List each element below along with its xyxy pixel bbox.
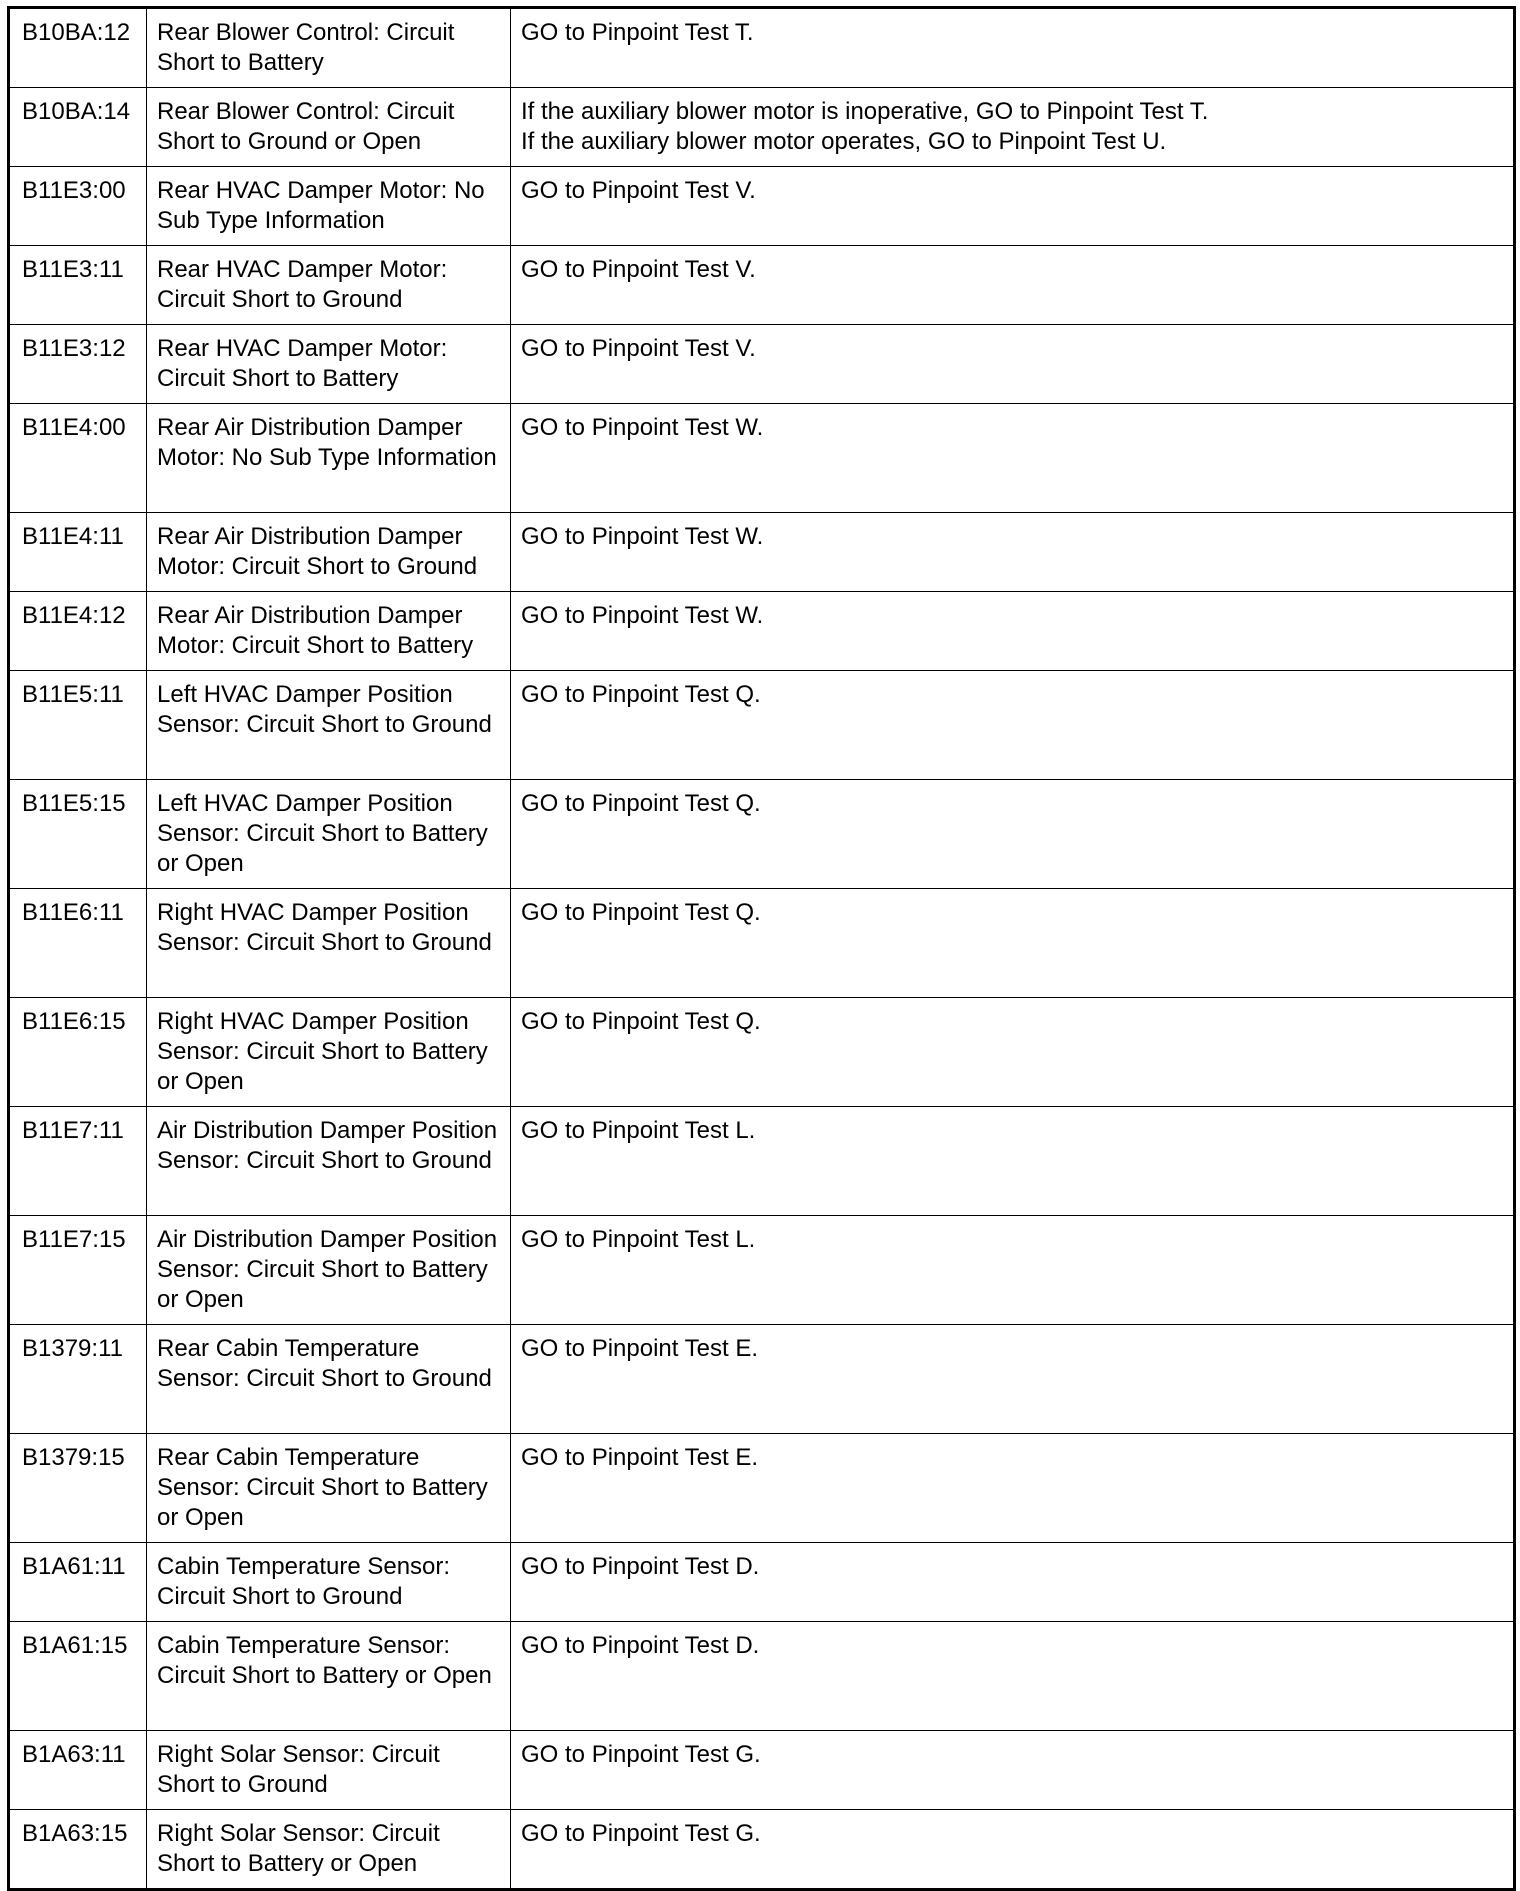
dtc-action xyxy=(511,592,1515,671)
dtc-action xyxy=(511,780,1515,889)
table-row xyxy=(9,1325,1515,1434)
dtc-table xyxy=(7,6,1516,1891)
table-row xyxy=(9,1731,1515,1810)
action-line: If the auxiliary blower motor operates, GO to Pinpoint Test U. xyxy=(521,128,1167,155)
dtc-description: Rear HVAC Damper Motor: Circuit Short to Ground xyxy=(147,246,511,325)
table-row xyxy=(9,998,1515,1107)
dtc-code: B1A63:15 xyxy=(9,1810,147,1890)
dtc-description: Right Solar Sensor: Circuit Short to Ground xyxy=(147,1731,511,1810)
table-row xyxy=(9,404,1515,513)
dtc-code: B11E3:12 xyxy=(9,325,147,404)
table-row xyxy=(9,1622,1515,1731)
action-line: GO to Pinpoint Test E. xyxy=(521,1444,759,1471)
dtc-code: B1A61:11 xyxy=(9,1543,147,1622)
dtc-action xyxy=(511,1107,1515,1216)
dtc-action xyxy=(511,998,1515,1107)
dtc-description: Rear Blower Control: Circuit Short to Ground or Open xyxy=(147,88,511,167)
dtc-description: Left HVAC Damper Position Sensor: Circuit Short to Battery or Open xyxy=(147,780,511,889)
action-line: GO to Pinpoint Test D. xyxy=(521,1632,760,1659)
dtc-code: B11E3:11 xyxy=(9,246,147,325)
dtc-code: B10BA:14 xyxy=(9,88,147,167)
table-row xyxy=(9,592,1515,671)
action-line: GO to Pinpoint Test Q. xyxy=(521,899,761,926)
dtc-code: B1A63:11 xyxy=(9,1731,147,1810)
dtc-action xyxy=(511,88,1515,167)
dtc-action xyxy=(511,513,1515,592)
dtc-code: B1A61:15 xyxy=(9,1622,147,1731)
dtc-code: B11E4:11 xyxy=(9,513,147,592)
dtc-description: Air Distribution Damper Position Sensor: Circuit Short to Ground xyxy=(147,1107,511,1216)
dtc-code: B11E5:15 xyxy=(9,780,147,889)
table-row xyxy=(9,1216,1515,1325)
action-line: GO to Pinpoint Test L. xyxy=(521,1117,756,1144)
table-row xyxy=(9,8,1515,88)
dtc-action xyxy=(511,8,1515,88)
dtc-code: B11E4:12 xyxy=(9,592,147,671)
dtc-action xyxy=(511,1434,1515,1543)
dtc-description: Rear Air Distribution Damper Motor: No Sub Type Information xyxy=(147,404,511,513)
action-line: GO to Pinpoint Test E. xyxy=(521,1335,759,1362)
dtc-description: Rear HVAC Damper Motor: Circuit Short to Battery xyxy=(147,325,511,404)
dtc-code: B11E7:11 xyxy=(9,1107,147,1216)
dtc-code: B11E6:11 xyxy=(9,889,147,998)
dtc-description: Air Distribution Damper Position Sensor: Circuit Short to Battery or Open xyxy=(147,1216,511,1325)
dtc-action xyxy=(511,1325,1515,1434)
table-row xyxy=(9,88,1515,167)
dtc-action xyxy=(511,671,1515,780)
dtc-code: B11E7:15 xyxy=(9,1216,147,1325)
dtc-description: Rear Air Distribution Damper Motor: Circuit Short to Ground xyxy=(147,513,511,592)
dtc-description: Right HVAC Damper Position Sensor: Circuit Short to Battery or Open xyxy=(147,998,511,1107)
dtc-description: Rear Air Distribution Damper Motor: Circuit Short to Battery xyxy=(147,592,511,671)
dtc-description: Right Solar Sensor: Circuit Short to Battery or Open xyxy=(147,1810,511,1890)
action-line: GO to Pinpoint Test W. xyxy=(521,602,764,629)
dtc-description: Rear Blower Control: Circuit Short to Battery xyxy=(147,8,511,88)
dtc-action xyxy=(511,1810,1515,1890)
table-row xyxy=(9,246,1515,325)
dtc-action xyxy=(511,404,1515,513)
action-line: GO to Pinpoint Test G. xyxy=(521,1820,761,1847)
dtc-code: B11E5:11 xyxy=(9,671,147,780)
dtc-description: Rear Cabin Temperature Sensor: Circuit Short to Ground xyxy=(147,1325,511,1434)
table-row xyxy=(9,1107,1515,1216)
dtc-description: Cabin Temperature Sensor: Circuit Short to Ground xyxy=(147,1543,511,1622)
dtc-action xyxy=(511,1731,1515,1810)
dtc-description: Rear Cabin Temperature Sensor: Circuit Short to Battery or Open xyxy=(147,1434,511,1543)
dtc-description: Rear HVAC Damper Motor: No Sub Type Information xyxy=(147,167,511,246)
table-row xyxy=(9,1434,1515,1543)
dtc-action xyxy=(511,1216,1515,1325)
action-line: GO to Pinpoint Test D. xyxy=(521,1553,760,1580)
action-line: GO to Pinpoint Test V. xyxy=(521,177,756,204)
table-row xyxy=(9,889,1515,998)
action-line: GO to Pinpoint Test L. xyxy=(521,1226,756,1253)
action-line: GO to Pinpoint Test Q. xyxy=(521,681,761,708)
action-line: GO to Pinpoint Test G. xyxy=(521,1741,761,1768)
action-line: GO to Pinpoint Test T. xyxy=(521,19,754,46)
dtc-code: B11E6:15 xyxy=(9,998,147,1107)
dtc-description: Left HVAC Damper Position Sensor: Circuit Short to Ground xyxy=(147,671,511,780)
dtc-action xyxy=(511,325,1515,404)
table-row xyxy=(9,1810,1515,1890)
action-line: GO to Pinpoint Test W. xyxy=(521,414,764,441)
dtc-document-page xyxy=(7,6,1513,1891)
dtc-action xyxy=(511,889,1515,998)
action-line: GO to Pinpoint Test Q. xyxy=(521,1008,761,1035)
dtc-table-body xyxy=(9,8,1515,1890)
dtc-code: B1379:11 xyxy=(9,1325,147,1434)
action-line: GO to Pinpoint Test Q. xyxy=(521,790,761,817)
action-line: If the auxiliary blower motor is inoperative, GO to Pinpoint Test T. xyxy=(521,98,1209,125)
dtc-action xyxy=(511,167,1515,246)
dtc-code: B1379:15 xyxy=(9,1434,147,1543)
dtc-action xyxy=(511,1622,1515,1731)
table-row xyxy=(9,325,1515,404)
dtc-description: Cabin Temperature Sensor: Circuit Short to Battery or Open xyxy=(147,1622,511,1731)
action-line: GO to Pinpoint Test V. xyxy=(521,256,756,283)
action-line: GO to Pinpoint Test W. xyxy=(521,523,764,550)
dtc-action xyxy=(511,246,1515,325)
dtc-code: B11E4:00 xyxy=(9,404,147,513)
dtc-code: B11E3:00 xyxy=(9,167,147,246)
table-row xyxy=(9,1543,1515,1622)
table-row xyxy=(9,671,1515,780)
table-row xyxy=(9,167,1515,246)
action-line: GO to Pinpoint Test V. xyxy=(521,335,756,362)
table-row xyxy=(9,780,1515,889)
table-row xyxy=(9,513,1515,592)
dtc-code: B10BA:12 xyxy=(9,8,147,88)
dtc-action xyxy=(511,1543,1515,1622)
dtc-description: Right HVAC Damper Position Sensor: Circuit Short to Ground xyxy=(147,889,511,998)
